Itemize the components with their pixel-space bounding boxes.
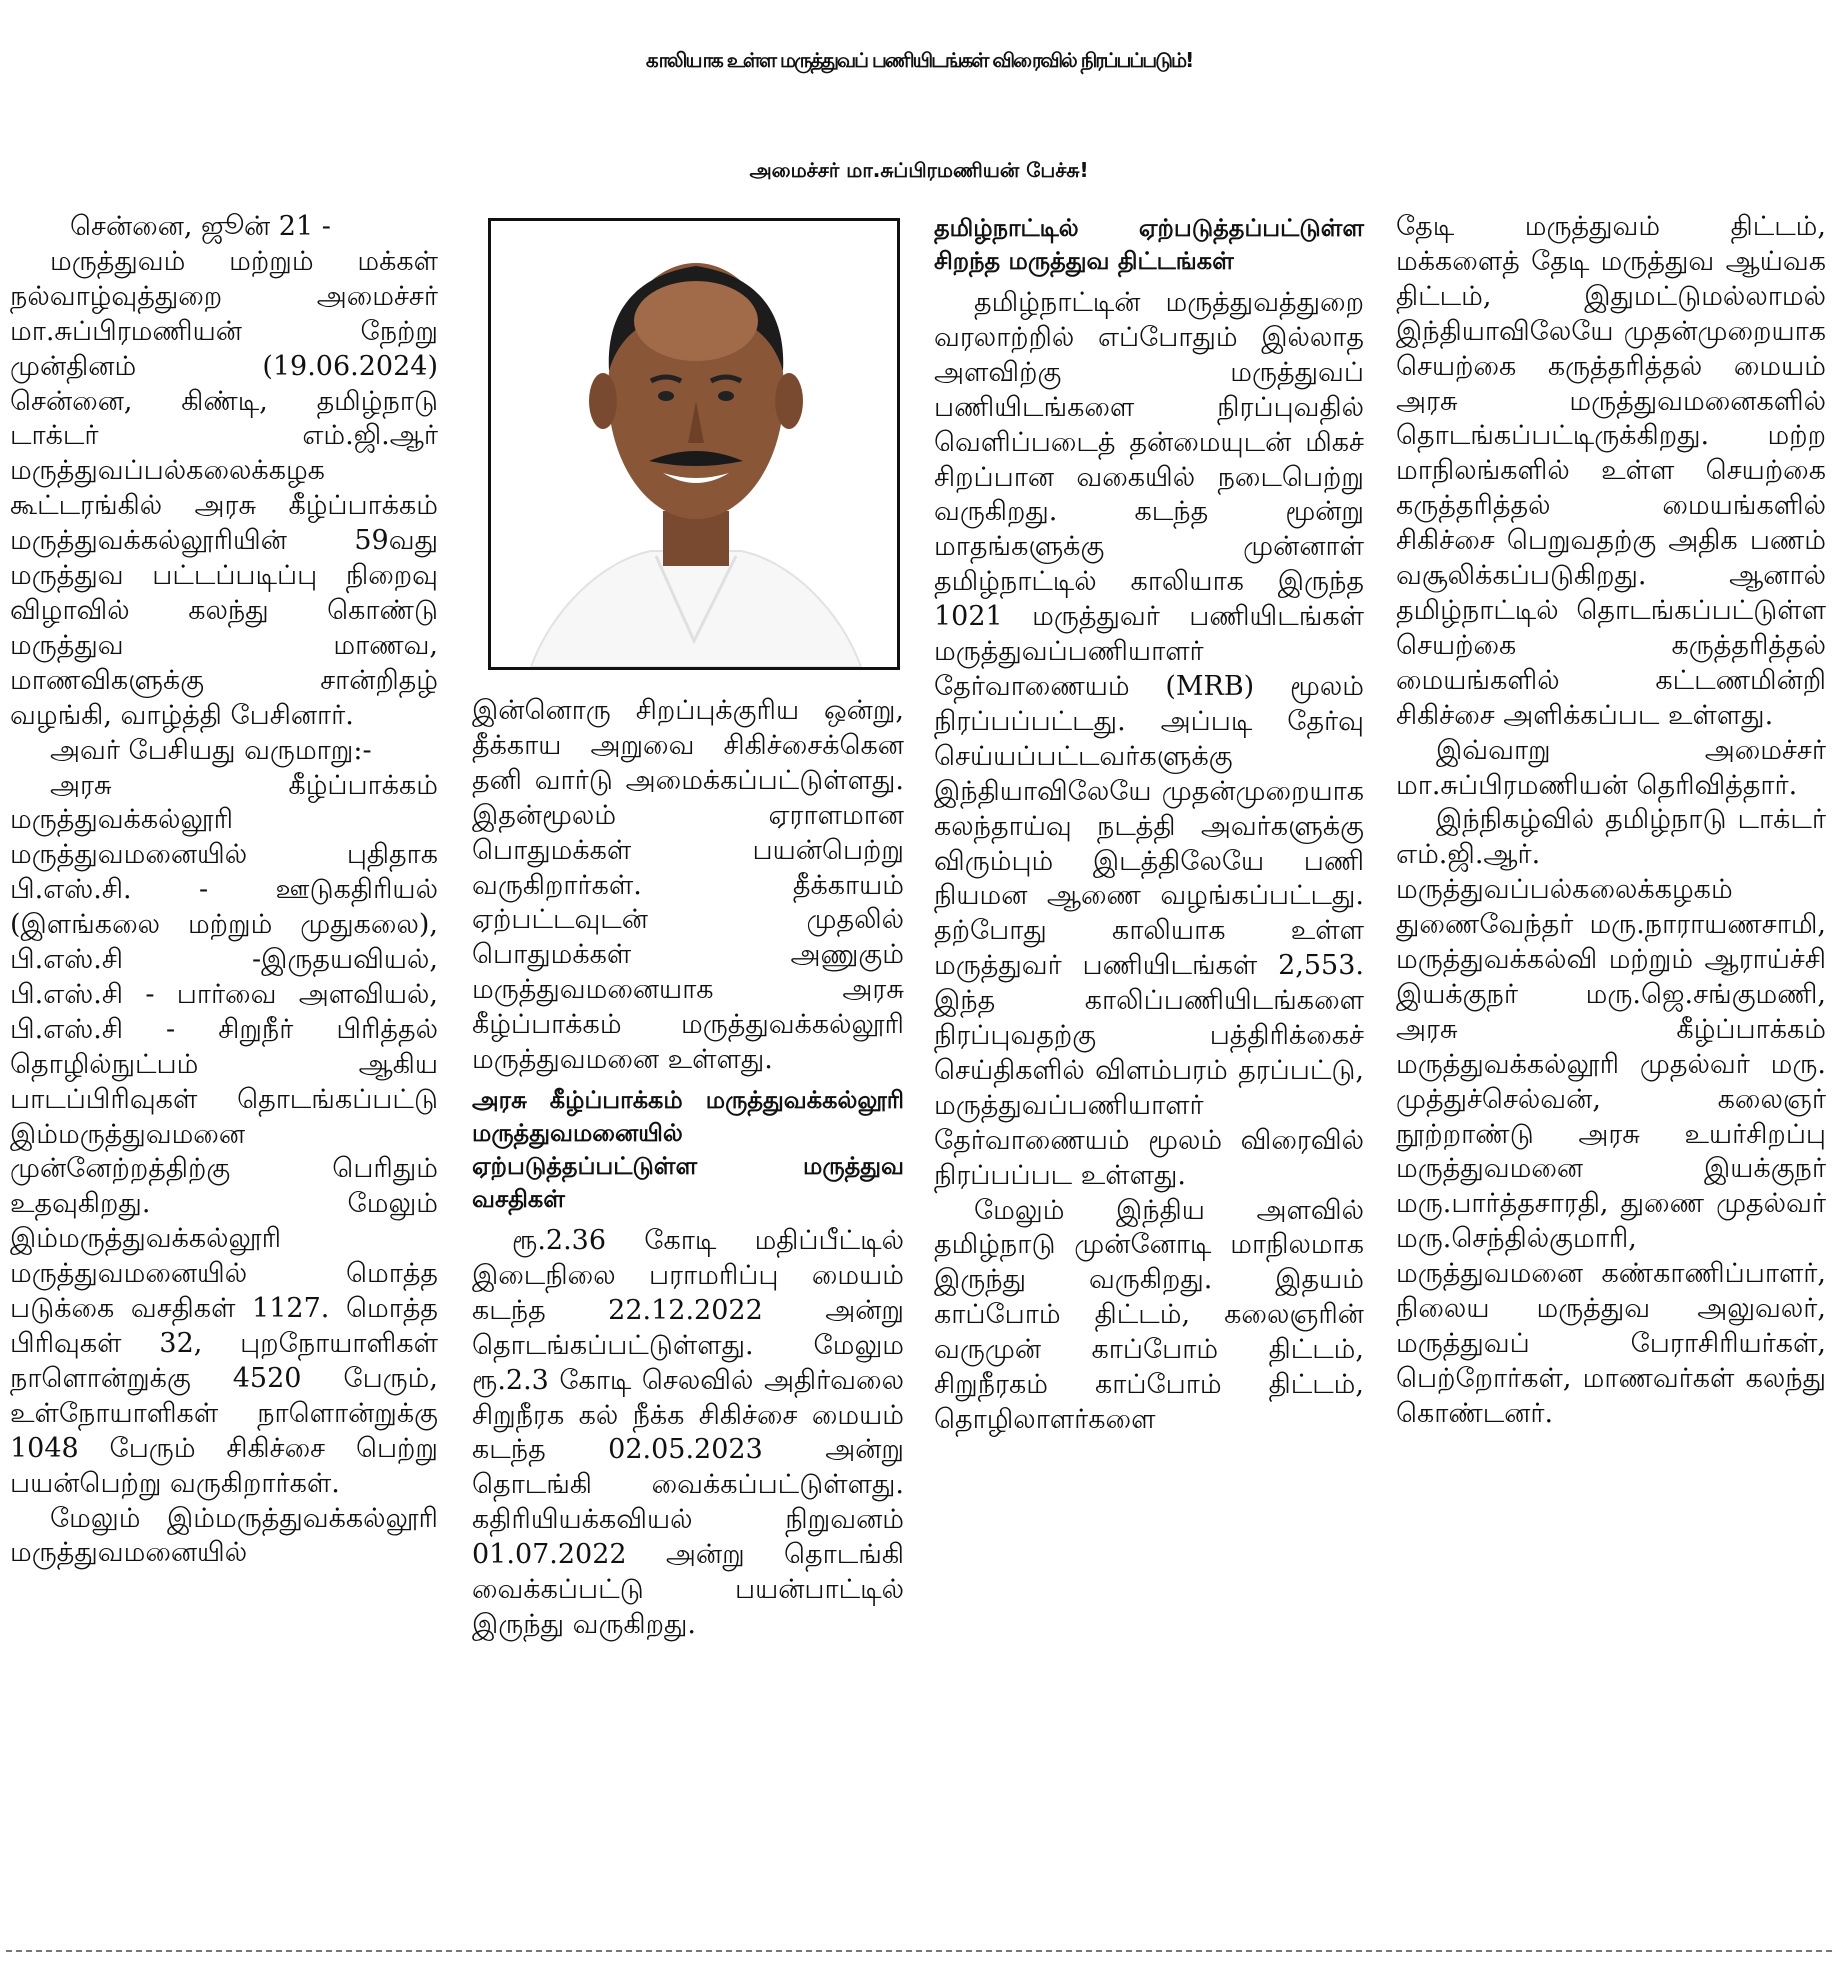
bottom-divider — [6, 1950, 1832, 1952]
section-subheading: அரசு கீழ்ப்பாக்கம் மருத்துவக்கல்லூரி மருத்துவமனையில் ஏற்படுத்தப்பட்டுள்ள மருத்துவ வசதிகள் — [472, 1085, 904, 1213]
paragraph: ரூ.2.36 கோடி மதிப்பீட்டில் இடைநிலை பராமரிப்பு மையம் கடந்த 22.12.2022 அன்று தொடங்கப்பட்டுள்ளது. மேலும ரூ.2.3 கோடி செலவில் அதிர்வலை சிறுநீரக கல் நீக்க சிகிச்சை மையம் கடந்த 02.05.2023 அன்று தொடங்கி வைக்கப்பட்டுள்ளது. கதிரியியக்கவியல் நிறுவனம் 01.07.2022 அன்று தொடங்கி வைக்கப்பட்டு பயன்பாட்டில் இருந்து வருகிறது. — [472, 1224, 904, 1640]
article-column-1 — [10, 210, 438, 1571]
paragraph: மேலும் இம்மருத்துவக்கல்லூரி மருத்துவமனையில் — [10, 1502, 438, 1569]
article-column-2 — [472, 694, 904, 1643]
headline: காலியாக உள்ள மருத்துவப் பணியிடங்கள் விரைவில் நிரப்பப்படும்! — [645, 48, 1193, 72]
paragraph: இவ்வாறு அமைச்சர் மா.சுப்பிரமணியன் தெரிவித்தார். — [1396, 734, 1826, 801]
paragraph: அரசு கீழ்ப்பாக்கம் மருத்துவக்கல்லூரி மருத்துவமனையில் புதிதாக பி.எஸ்.சி. - ஊடுகதிரியல் (இளங்கலை மற்றும் முதுகலை), பி.எஸ்.சி -இருதயவியல், பி.எஸ்.சி - பார்வை அளவியல், பி.எஸ்.சி - சிறுநீர் பிரித்தல் தொழில்நுட்பம் ஆகிய பாடப்பிரிவுகள் தொடங்கப்பட்டு இம்மருத்துவமனை முன்னேற்றத்திற்கு பெரிதும் உதவுகிறது. மேலும் இம்மருத்துவக்கல்லூரி மருத்துவமனையில் மொத்த படுக்கை வசதிகள் 1127. மொத்த பிரிவுகள் 32, புறநோயாளிகள் நாளொன்றுக்கு 4520 பேரும், உள்நோயாளிகள் நாளொன்றுக்கு 1048 பேரும் சிகிச்சை பெற்று பயன்பெற்று வருகிறார்கள். — [10, 769, 438, 1499]
paragraph: இந்நிகழ்வில் தமிழ்நாடு டாக்டர் எம்.ஜி.ஆர். மருத்துவப்பல்கலைக்கழகம் துணைவேந்தர் மரு.நாராயணசாமி, மருத்துவக்கல்வி மற்றும் ஆராய்ச்சி இயக்குநர் மரு.ஜெ.சங்குமணி, அரசு கீழ்ப்பாக்கம் மருத்துவக்கல்லூரி முதல்வர் மரு. முத்துச்செல்வன், கலைஞர் நூற்றாண்டு அரசு உயர்சிறப்பு மருத்துவமனை இயக்குநர் மரு.பார்த்தசாரதி, துணை முதல்வர் மரு.செந்தில்குமாரி, மருத்துவமனை கண்காணிப்பாளர், நிலைய மருத்துவ அலுவலர், மருத்துவப் பேராசிரியர்கள், பெற்றோர்கள், மாணவர்கள் கலந்து கொண்டனர். — [1396, 804, 1826, 1429]
dateline: சென்னை, ஜூன் 21 - — [70, 211, 331, 242]
paragraph: மருத்துவம் மற்றும் மக்கள் நல்வாழ்வுத்துறை அமைச்சர் மா.சுப்பிரமணியன் நேற்று முன்தினம் (19.06.2024) சென்னை, கிண்டி, தமிழ்நாடு டாக்டர் எம்.ஜி.ஆர் மருத்துவப்பல்கலைக்கழக கூட்டரங்கில் அரசு கீழ்ப்பாக்கம் மருத்துவக்கல்லூரியின் 59வது மருத்துவ பட்டப்படிப்பு நிறைவு விழாவில் கலந்து கொண்டு மருத்துவ மாணவ, மாணவிகளுக்கு சான்றிதழ் வழங்கி, வாழ்த்தி பேசினார். — [10, 245, 438, 731]
subheadline: அமைச்சர் மா.சுப்பிரமணியன் பேச்சு! — [749, 158, 1089, 182]
section-subheading: தமிழ்நாட்டில் ஏற்படுத்தப்பட்டுள்ள சிறந்த மருத்துவ திட்டங்கள் — [934, 214, 1364, 275]
article-column-3 — [934, 210, 1364, 1438]
paragraph: தேடி மருத்துவம் திட்டம், மக்களைத் தேடி மருத்துவ ஆய்வக திட்டம், இதுமட்டுமல்லாமல் இந்தியாவிலேயே முதன்முறையாக செயற்கை கருத்தரித்தல் மையம் அரசு மருத்துவமனைகளில் தொடங்கப்பட்டிருக்கிறது. மற்ற மாநிலங்களில் உள்ள செயற்கை கருத்தரித்தல் மையங்களில் சிகிச்சை பெறுவதற்கு அதிக பணம் வசூலிக்கப்படுகிறது. ஆனால் தமிழ்நாட்டில் தொடங்கப்பட்டுள்ள செயற்கை கருத்தரித்தல் மையங்களில் கட்டணமின்றி சிகிச்சை அளிக்கப்பட உள்ளது. — [1396, 211, 1826, 731]
paragraph: அவர் பேசியது வருமாறு:- — [50, 734, 372, 766]
minister-photo — [488, 218, 900, 670]
article-column-4 — [1396, 210, 1826, 1432]
paragraph: மேலும் இந்திய அளவில் தமிழ்நாடு முன்னோடி மாநிலமாக இருந்து வருகிறது. இதயம் காப்போம் திட்டம், கலைஞரின் வருமுன் காப்போம் திட்டம், சிறுநீரகம் காப்போம் திட்டம், தொழிலாளர்களை — [934, 1194, 1364, 1435]
paragraph: தமிழ்நாட்டின் மருத்துவத்துறை வரலாற்றில் எப்போதும் இல்லாத அளவிற்கு மருத்துவப் பணியிடங்களை நிரப்புவதில் வெளிப்படைத் தன்மையுடன் மிகச் சிறப்பான வகையில் நடைபெற்று வருகிறது. கடந்த மூன்று மாதங்களுக்கு முன்னாள் தமிழ்நாட்டில் காலியாக இருந்த 1021 மருத்துவர் பணியிடங்கள் மருத்துவப்பணியாளர் தேர்வாணையம் (MRB) மூலம் நிரப்பப்பட்டது. அப்படி தேர்வு செய்யப்பட்டவர்களுக்கு இந்தியாவிலேயே முதன்முறையாக கலந்தாய்வு நடத்தி அவர்களுக்கு விரும்பும் இடத்திலேயே பணி நியமன ஆணை வழங்கப்பட்டது. தற்போது காலியாக உள்ள மருத்துவர் பணியிடங்கள் 2,553. இந்த காலிப்பணியிடங்களை நிரப்புவதற்கு பத்திரிக்கைச் செய்திகளில் விளம்பரம் தரப்பட்டு, மருத்துவப்பணியாளர் தேர்வாணையம் மூலம் விரைவில் நிரப்பப்பட உள்ளது. — [934, 287, 1364, 1191]
paragraph: இன்னொரு சிறப்புக்குரிய ஒன்று, தீக்காய அறுவை சிகிச்சைக்கென தனி வார்டு அமைக்கப்பட்டுள்ளது. இதன்மூலம் ஏராளமான பொதுமக்கள் பயன்பெற்று வருகிறார்கள். தீக்காயம் ஏற்பட்டவுடன் முதலில் பொதுமக்கள் அணுகும் மருத்துவமனையாக அரசு கீழ்ப்பாக்கம் மருத்துவக்கல்லூரி மருத்துவமனை உள்ளது. — [472, 695, 904, 1076]
